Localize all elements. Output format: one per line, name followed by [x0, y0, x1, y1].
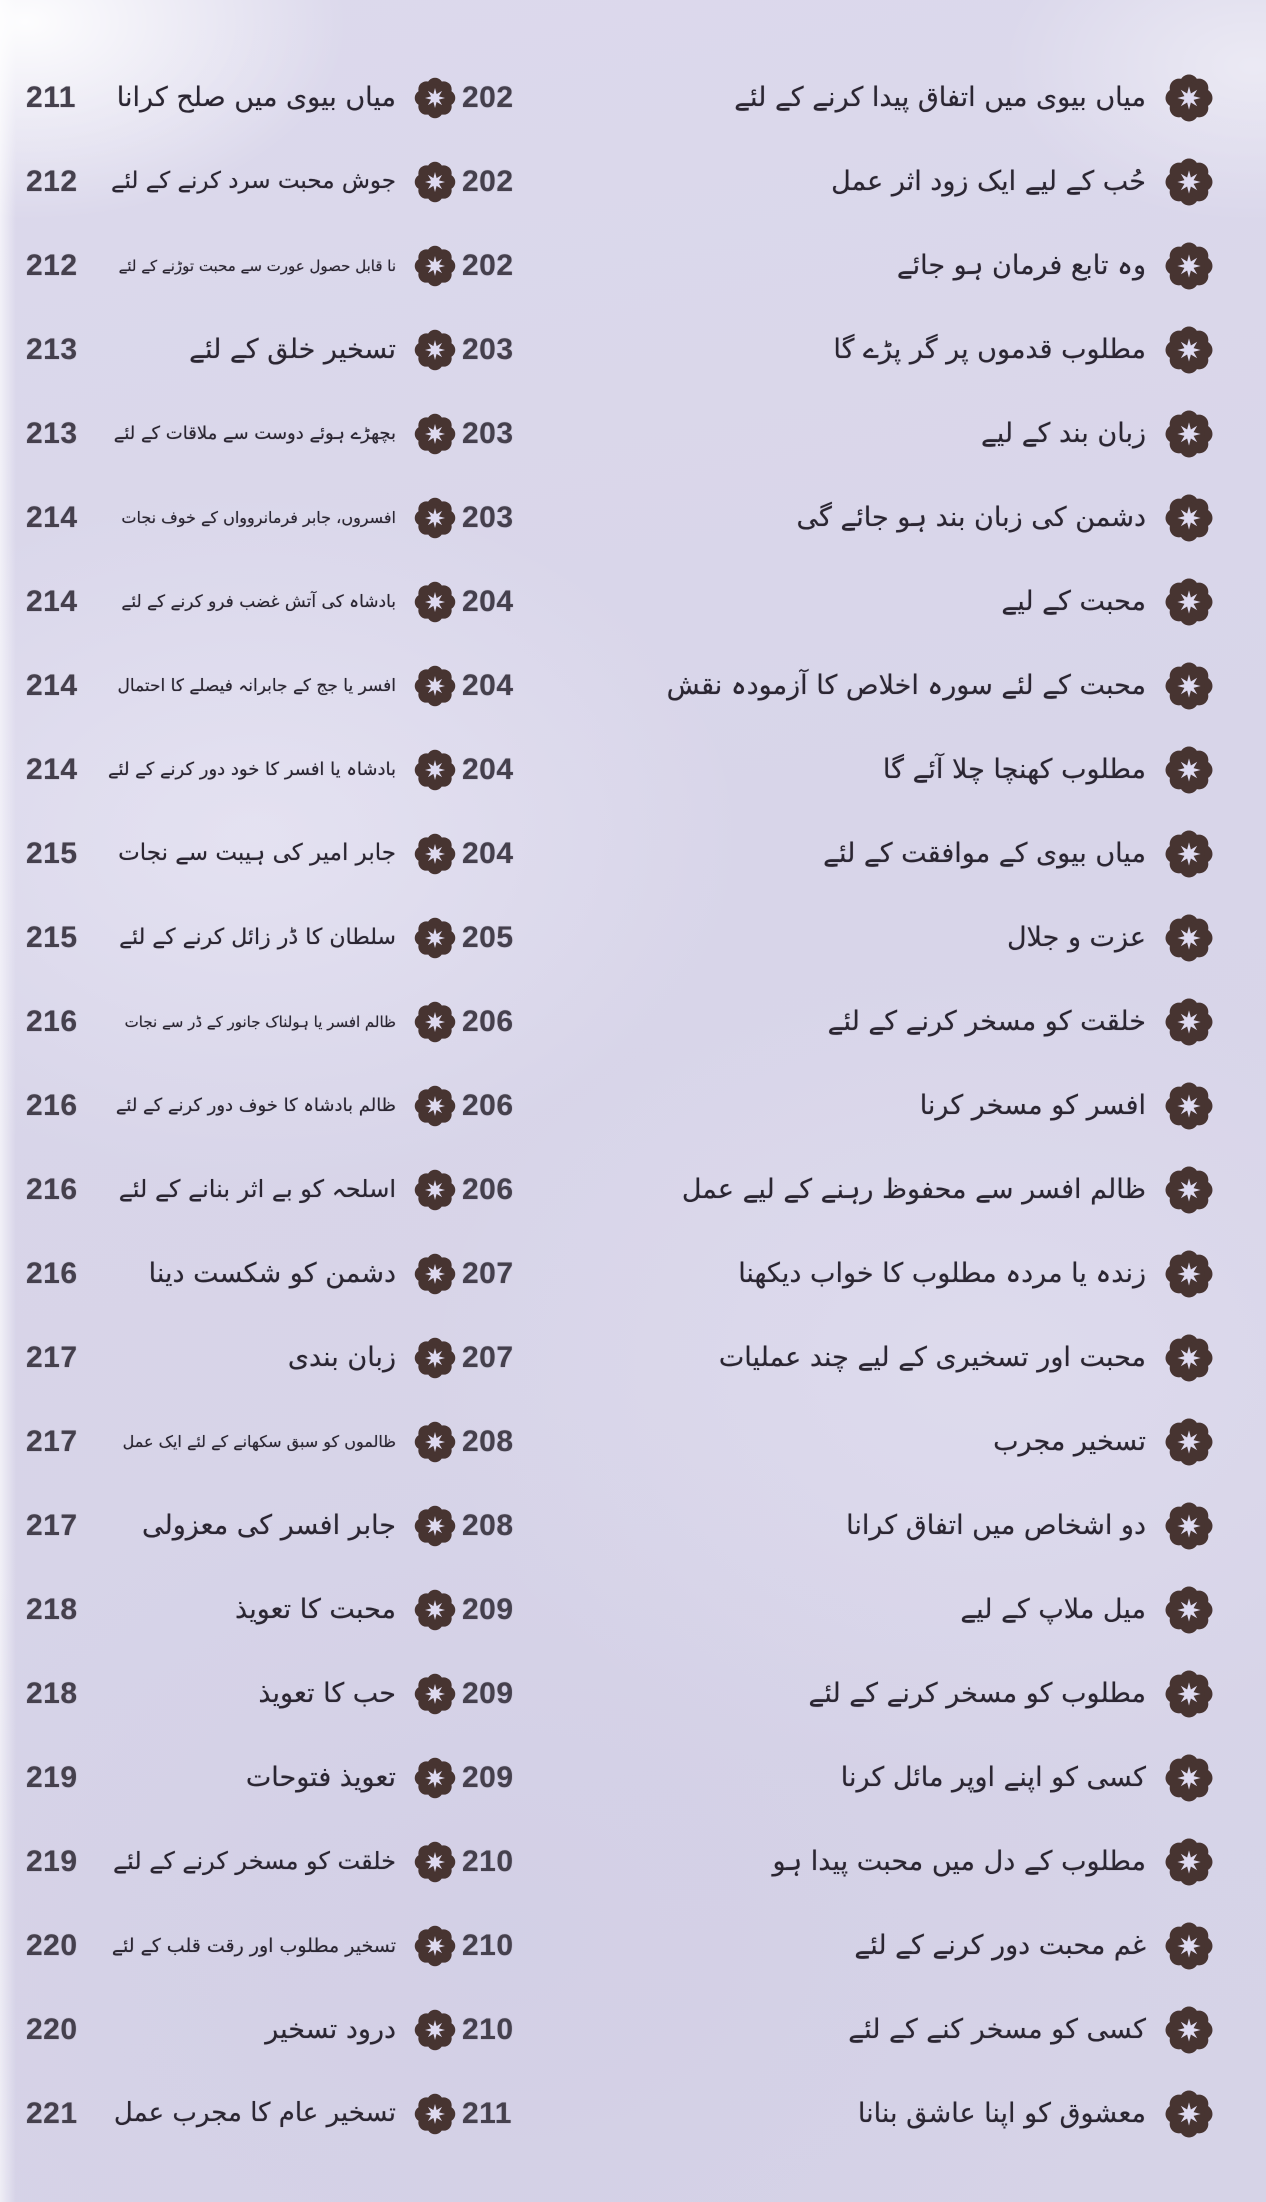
rosette-ornament-icon	[1160, 573, 1218, 631]
entry-title: مطلوب کے دل میں محبت پیدا ہو	[772, 1846, 1146, 1878]
entry-title: اسلحہ کو بے اثر بنانے کے لئے	[118, 1175, 396, 1204]
toc-row	[0, 2072, 1266, 2156]
toc-entry-right	[462, 321, 1220, 379]
rosette-ornament-icon	[410, 1753, 460, 1803]
toc-row	[0, 56, 1266, 140]
entry-page-number: 209	[462, 1677, 514, 1710]
toc-row	[0, 1736, 1266, 1820]
entry-page-number: 209	[462, 1761, 514, 1794]
toc-row	[0, 1232, 1266, 1316]
toc-entry-right	[462, 1077, 1220, 1135]
entry-page-number: 210	[462, 1929, 514, 1962]
entry-title: تسخیر عام کا مجرب عمل	[113, 2098, 396, 2129]
rosette-ornament-icon	[1160, 69, 1218, 127]
entry-title: میل ملاپ کے لیے	[960, 1594, 1146, 1626]
entry-title: جوش محبت سرد کرنے کے لئے	[111, 168, 396, 195]
entry-page-number: 218	[26, 1676, 78, 1710]
toc-entry-right	[462, 489, 1220, 547]
toc-entry-left	[26, 1500, 462, 1551]
toc-rows	[0, 56, 1266, 2156]
entry-title: جابر افسر کی معزولی	[142, 1510, 396, 1542]
entry-page-number: 220	[26, 1929, 78, 1962]
entry-page-number: 202	[462, 165, 514, 198]
entry-title: تسخیر خلق کے لئے	[189, 334, 396, 366]
toc-entry-right	[462, 1413, 1220, 1471]
rosette-ornament-icon	[1160, 993, 1218, 1051]
rosette-ornament-icon	[1160, 1833, 1218, 1891]
entry-title: افسروں، جابر فرمانروواں کے خوف نجات	[121, 507, 396, 527]
rosette-ornament-icon	[1160, 825, 1218, 883]
toc-entry-right	[462, 1665, 1220, 1723]
entry-page-number: 202	[462, 249, 514, 282]
toc-entry-left	[26, 1332, 462, 1383]
entry-page-number: 203	[462, 501, 514, 534]
rosette-ornament-icon	[410, 577, 460, 627]
entry-page-number: 204	[462, 837, 514, 870]
entry-page-number: 207	[462, 1341, 514, 1374]
entry-page-number: 203	[462, 333, 514, 366]
toc-entry-right	[462, 1833, 1220, 1891]
rosette-ornament-icon	[1160, 657, 1218, 715]
toc-entry-right	[462, 657, 1220, 715]
entry-page-number: 214	[26, 669, 78, 702]
entry-title: محبت اور تسخیری کے لیے چند عملیات	[718, 1342, 1146, 1374]
toc-row	[0, 896, 1266, 980]
entry-title: دشمن کی زبان بند ہو جائے گی	[796, 502, 1146, 534]
entry-title: جابر امیر کی ہیبت سے نجات	[118, 840, 396, 867]
entry-page-number: 206	[462, 1173, 514, 1206]
entry-page-number: 206	[462, 1005, 514, 1038]
entry-page-number: 214	[26, 501, 78, 534]
rosette-ornament-icon	[1160, 909, 1218, 967]
entry-title: حب کا تعویذ	[258, 1678, 396, 1710]
entry-title: کسی کو مسخر کنے کے لئے	[848, 2014, 1146, 2046]
entry-title: درود تسخیر	[265, 2014, 396, 2046]
entry-title: دو اشخاص میں اتفاق کرانا	[846, 1510, 1146, 1542]
toc-entry-left	[26, 1248, 462, 1299]
entry-title: ظالموں کو سبق سکھانے کے لئے ایک عمل	[122, 1431, 396, 1451]
entry-page-number: 204	[462, 585, 514, 618]
entry-title: کسی کو اپنے اوپر مائل کرنا	[840, 1762, 1146, 1794]
entry-page-number: 207	[462, 1257, 514, 1290]
entry-page-number: 213	[26, 332, 78, 366]
entry-title: افسر کو مسخر کرنا	[919, 1090, 1146, 1122]
entry-page-number: 203	[462, 417, 514, 450]
rosette-ornament-icon	[1160, 321, 1218, 379]
entry-title: تسخیر مطلوب اور رقت قلب کے لئے	[111, 1934, 396, 1957]
toc-entry-left	[26, 241, 462, 291]
entry-title: تعویذ فتوحات	[245, 1762, 396, 1794]
entry-title: میاں بیوی کے موافقت کے لئے	[823, 838, 1146, 870]
toc-row	[0, 308, 1266, 392]
toc-row	[0, 644, 1266, 728]
toc-row	[0, 1988, 1266, 2072]
rosette-ornament-icon	[410, 1837, 460, 1887]
toc-row	[0, 1904, 1266, 1988]
entry-page-number: 212	[26, 165, 78, 198]
rosette-ornament-icon	[1160, 1749, 1218, 1807]
toc-entry-right	[462, 573, 1220, 631]
toc-entry-left	[26, 1921, 462, 1971]
toc-entry-right	[462, 1749, 1220, 1807]
entry-page-number: 205	[462, 921, 514, 954]
rosette-ornament-icon	[410, 829, 460, 879]
rosette-ornament-icon	[1160, 1917, 1218, 1975]
entry-page-number: 218	[26, 1592, 78, 1626]
entry-page-number: 204	[462, 753, 514, 786]
toc-entry-left	[26, 2004, 462, 2055]
entry-title: زبان بند کے لیے	[980, 418, 1146, 450]
entry-title: حُب کے لیے ایک زود اثر عمل	[831, 166, 1146, 198]
toc-entry-left	[26, 1837, 462, 1887]
entry-page-number: 214	[26, 753, 78, 786]
entry-page-number: 213	[26, 417, 78, 450]
toc-entry-right	[462, 2001, 1220, 2059]
entry-title: ظالم افسر سے محفوظ رہنے کے لیے عمل	[681, 1174, 1146, 1206]
toc-entry-right	[462, 825, 1220, 883]
entry-title: بچھڑے ہوئے دوست سے ملاقات کے لئے	[113, 422, 396, 444]
toc-entry-right	[462, 2085, 1220, 2143]
rosette-ornament-icon	[410, 1333, 460, 1383]
entry-page-number: 216	[26, 1005, 78, 1038]
rosette-ornament-icon	[410, 1081, 460, 1131]
entry-title: مطلوب کو مسخر کرنے کے لئے	[808, 1678, 1146, 1710]
toc-row	[0, 1316, 1266, 1400]
entry-title: دشمن کو شکست دینا	[148, 1258, 396, 1290]
entry-page-number: 217	[26, 1340, 78, 1374]
toc-row	[0, 1064, 1266, 1148]
rosette-ornament-icon	[1160, 153, 1218, 211]
entry-title: خلقت کو مسخر کرنے کے لئے	[827, 1006, 1146, 1038]
entry-page-number: 202	[462, 81, 514, 114]
entry-title: غم محبت دور کرنے کے لئے	[854, 1930, 1146, 1962]
rosette-ornament-icon	[410, 409, 460, 459]
entry-page-number: 212	[26, 249, 78, 282]
rosette-ornament-icon	[1160, 1245, 1218, 1303]
rosette-ornament-icon	[410, 1417, 460, 1467]
rosette-ornament-icon	[410, 325, 460, 375]
rosette-ornament-icon	[410, 1921, 460, 1971]
rosette-ornament-icon	[410, 745, 460, 795]
rosette-ornament-icon	[1160, 1413, 1218, 1471]
toc-entry-left	[26, 493, 462, 543]
entry-page-number: 217	[26, 1425, 78, 1458]
rosette-ornament-icon	[410, 2089, 460, 2139]
toc-entry-left	[26, 72, 462, 123]
entry-title: افسر یا جج کے جابرانہ فیصلے کا احتمال	[117, 675, 396, 696]
entry-page-number: 211	[26, 80, 76, 114]
entry-page-number: 204	[462, 669, 514, 702]
rosette-ornament-icon	[1160, 2001, 1218, 2059]
toc-entry-right	[462, 1581, 1220, 1639]
entry-title: مطلوب کھنچا چلا آئے گا	[882, 754, 1146, 786]
rosette-ornament-icon	[410, 1501, 460, 1551]
toc-row	[0, 476, 1266, 560]
entry-page-number: 208	[462, 1425, 514, 1458]
rosette-ornament-icon	[410, 913, 460, 963]
rosette-ornament-icon	[410, 1669, 460, 1719]
toc-entry-right	[462, 993, 1220, 1051]
rosette-ornament-icon	[410, 997, 460, 1047]
toc-entry-right	[462, 1329, 1220, 1387]
toc-entry-left	[26, 1752, 462, 1803]
rosette-ornament-icon	[410, 157, 460, 207]
rosette-ornament-icon	[1160, 2085, 1218, 2143]
entry-page-number: 211	[462, 2097, 512, 2130]
entry-title: بادشاہ کی آتش غضب فرو کرنے کے لئے	[121, 591, 396, 612]
rosette-ornament-icon	[410, 493, 460, 543]
entry-title: ظالم افسر یا ہولناک جانور کے ڈر سے نجات	[124, 1012, 396, 1031]
toc-entry-left	[26, 1081, 462, 1131]
toc-row	[0, 560, 1266, 644]
entry-title: وہ تابع فرمان ہو جائے	[896, 250, 1146, 282]
entry-page-number: 208	[462, 1509, 514, 1542]
rosette-ornament-icon	[410, 241, 460, 291]
toc-entry-right	[462, 741, 1220, 799]
entry-page-number: 217	[26, 1508, 78, 1542]
toc-entry-left	[26, 1668, 462, 1719]
entry-page-number: 216	[26, 1256, 78, 1290]
entry-page-number: 219	[26, 1845, 78, 1878]
toc-entry-left	[26, 324, 462, 375]
entry-page-number: 219	[26, 1760, 78, 1794]
toc-row	[0, 1400, 1266, 1484]
toc-row	[0, 1148, 1266, 1232]
toc-entry-left	[26, 745, 462, 795]
entry-page-number: 209	[462, 1593, 514, 1626]
entry-page-number: 214	[26, 585, 78, 618]
toc-row	[0, 1652, 1266, 1736]
entry-title: مطلوب قدموں پر گر پڑے گا	[833, 334, 1146, 366]
toc-entry-left	[26, 997, 462, 1047]
toc-row	[0, 728, 1266, 812]
entry-page-number: 221	[26, 2097, 78, 2130]
rosette-ornament-icon	[410, 1165, 460, 1215]
toc-row	[0, 140, 1266, 224]
rosette-ornament-icon	[1160, 1665, 1218, 1723]
toc-row	[0, 392, 1266, 476]
rosette-ornament-icon	[1160, 1581, 1218, 1639]
entry-title: میاں بیوی میں صلح کرانا	[116, 82, 396, 114]
toc-row	[0, 1568, 1266, 1652]
rosette-ornament-icon	[410, 73, 460, 123]
rosette-ornament-icon	[1160, 405, 1218, 463]
entry-title: زبان بندی	[287, 1342, 396, 1374]
toc-entry-left	[26, 661, 462, 711]
entry-page-number: 216	[26, 1089, 78, 1122]
entry-title: ظالم بادشاہ کا خوف دور کرنے کے لئے	[115, 1094, 396, 1116]
toc-entry-right	[462, 1161, 1220, 1219]
toc-entry-left	[26, 577, 462, 627]
entry-title: سلطان کا ڈر زائل کرنے کے لئے	[119, 925, 396, 951]
entry-title: نا قابل حصول عورت سے محبت توڑنے کے لئے	[118, 256, 396, 275]
toc-entry-left	[26, 2089, 462, 2139]
toc-entry-left	[26, 409, 462, 459]
toc-entry-right	[462, 405, 1220, 463]
toc-row	[0, 1484, 1266, 1568]
toc-entry-left	[26, 1417, 462, 1467]
entry-title: محبت کے لیے	[1001, 586, 1146, 618]
entry-title: تسخیر مجرب	[993, 1426, 1146, 1458]
entry-title: محبت کا تعویذ	[235, 1594, 396, 1626]
rosette-ornament-icon	[1160, 489, 1218, 547]
entry-page-number: 206	[462, 1089, 514, 1122]
toc-entry-left	[26, 157, 462, 207]
rosette-ornament-icon	[1160, 1161, 1218, 1219]
toc-entry-right	[462, 237, 1220, 295]
rosette-ornament-icon	[410, 661, 460, 711]
toc-row	[0, 1820, 1266, 1904]
rosette-ornament-icon	[410, 2005, 460, 2055]
entry-page-number: 220	[26, 2012, 78, 2046]
rosette-ornament-icon	[1160, 1329, 1218, 1387]
rosette-ornament-icon	[410, 1249, 460, 1299]
entry-title: زندہ یا مردہ مطلوب کا خواب دیکھنا	[738, 1258, 1146, 1290]
toc-entry-left	[26, 913, 462, 963]
toc-row	[0, 812, 1266, 896]
toc-entry-left	[26, 829, 462, 879]
entry-title: عزت و جلال	[1006, 922, 1146, 954]
entry-title: معشوق کو اپنا عاشق بنانا	[857, 2098, 1146, 2130]
rosette-ornament-icon	[1160, 741, 1218, 799]
entry-page-number: 215	[26, 921, 78, 954]
rosette-ornament-icon	[1160, 1077, 1218, 1135]
entry-page-number: 215	[26, 837, 78, 870]
toc-row	[0, 224, 1266, 308]
toc-entry-left	[26, 1584, 462, 1635]
toc-entry-left	[26, 1165, 462, 1215]
entry-page-number: 210	[462, 2013, 514, 2046]
entry-title: بادشاہ یا افسر کا خود دور کرنے کے لئے	[107, 758, 396, 780]
toc-entry-right	[462, 1497, 1220, 1555]
entry-title: خلقت کو مسخر کرنے کے لئے	[113, 1847, 396, 1876]
rosette-ornament-icon	[1160, 1497, 1218, 1555]
toc-row	[0, 980, 1266, 1064]
entry-title: میاں بیوی میں اتفاق پیدا کرنے کے لئے	[734, 82, 1146, 114]
toc-entry-right	[462, 1917, 1220, 1975]
entry-page-number: 216	[26, 1173, 78, 1206]
toc-entry-right	[462, 69, 1220, 127]
entry-title: محبت کے لئے سورہ اخلاص کا آزمودہ نقش	[666, 670, 1146, 702]
toc-entry-right	[462, 1245, 1220, 1303]
toc-entry-right	[462, 909, 1220, 967]
rosette-ornament-icon	[410, 1585, 460, 1635]
rosette-ornament-icon	[1160, 237, 1218, 295]
entry-page-number: 210	[462, 1845, 514, 1878]
toc-entry-right	[462, 153, 1220, 211]
